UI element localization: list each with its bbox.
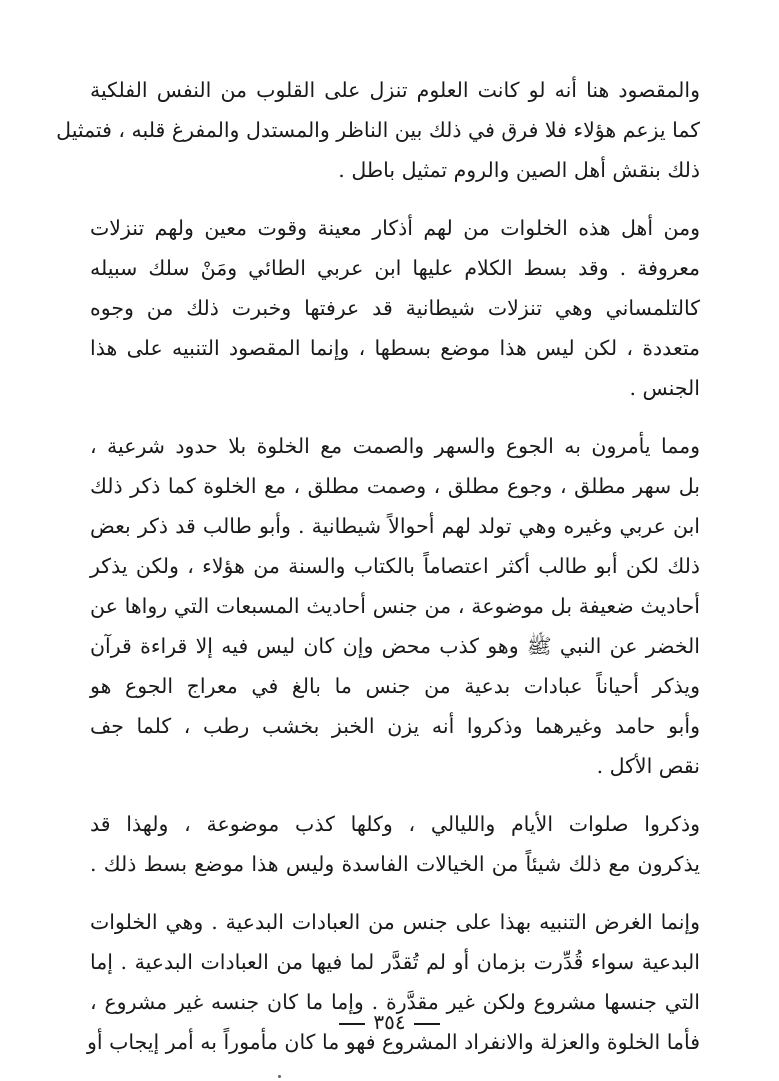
text-line: وإنما الغرض التنبيه بهذا على جنس من العبادات البدعية . وهي الخلوات	[90, 910, 700, 934]
text-line: أحاديث ضعيفة بل موضوعة ، من جنس أحاديث المسبعات التي رواها عن	[90, 594, 700, 618]
text-line: ومن أهل هذه الخلوات من لهم أذكار معينة وقوت معين ولهم تنزلات	[90, 216, 700, 240]
text-line: ويذكر أحياناً عبادات بدعية من جنس ما بالغ في معراج الجوع هو	[90, 674, 700, 698]
paragraph-4	[90, 804, 700, 884]
text-line: الخضر عن النبي ﷺ وهو كذب محض وإن كان ليس فيه إلا قراءة قرآن	[90, 634, 700, 658]
text-line: فأما الخلوة والعزلة والانفراد المشروع فهو ما كان مأموراً به أمر إيجاب أو	[86, 1030, 700, 1054]
footer-dash-left	[414, 1023, 440, 1025]
footer-dash-right	[339, 1023, 365, 1025]
text-line: ذلك لكن أبو طالب أكثر اعتصاماً بالكتاب والسنة من هؤلاء ، ولكن يذكر	[90, 554, 700, 578]
page-body	[56, 70, 700, 1080]
paragraph-1	[56, 70, 700, 190]
page-number: ٣٥٤	[373, 1010, 406, 1034]
paragraph-5	[86, 902, 700, 1062]
text-line: يذكرون مع ذلك شيئاً من الخيالات الفاسدة وليس هذا موضع بسط ذلك .	[90, 852, 700, 876]
text-line: متعددة ، لكن ليس هذا موضع بسطها ، وإنما المقصود التنبيه على هذا	[90, 336, 700, 360]
text-line: الجنس .	[629, 376, 700, 400]
text-line: معروفة . وقد بسط الكلام عليها ابن عربي الطائي ومَنْ سلك سبيله	[90, 256, 700, 280]
text-line: كما يزعم هؤلاء فلا فرق في ذلك بين الناظر والمستدل والمفرغ قلبه ، فتمثيل	[56, 118, 700, 142]
text-line: البدعية سواء قُدِّرت بزمان أو لم تُقدَّر لما فيها من العبادات البدعية . إما	[90, 950, 700, 974]
text-line: ذلك بنقش أهل الصين والروم تمثيل باطل .	[338, 158, 700, 182]
paragraph-2	[90, 208, 700, 408]
text-line: التي جنسها مشروع ولكن غير مقدَّرة . وإما ما كان جنسه غير مشروع ،	[90, 990, 700, 1014]
text-line: ومما يأمرون به الجوع والسهر والصمت مع الخلوة بلا حدود شرعية ،	[90, 434, 700, 458]
paragraph-3	[90, 426, 700, 786]
text-line: وأبو حامد وغيرهما وذكروا أنه يزن الخبز بخشب رطب ، كلما جف	[90, 714, 700, 738]
page-footer	[0, 1010, 779, 1034]
text-line: بل سهر مطلق ، وجوع مطلق ، وصمت مطلق ، مع الخلوة كما ذكر ذلك	[90, 474, 700, 498]
text-line: ابن عربي وغيره وهي تولد لهم أحوالاً شيطانية . وأبو طالب قد ذكر بعض	[90, 514, 700, 538]
text-line: نقص الأكل .	[596, 754, 700, 778]
scan-speck	[278, 1075, 281, 1078]
text-line: وذكروا صلوات الأيام والليالي ، وكلها كذب موضوعة ، ولهذا قد	[90, 812, 700, 836]
text-line: والمقصود هنا أنه لو كانت العلوم تنزل على القلوب من النفس الفلكية	[90, 78, 700, 102]
text-line: كالتلمساني وهي تنزلات شيطانية قد عرفتها وخبرت ذلك من وجوه	[90, 296, 700, 320]
